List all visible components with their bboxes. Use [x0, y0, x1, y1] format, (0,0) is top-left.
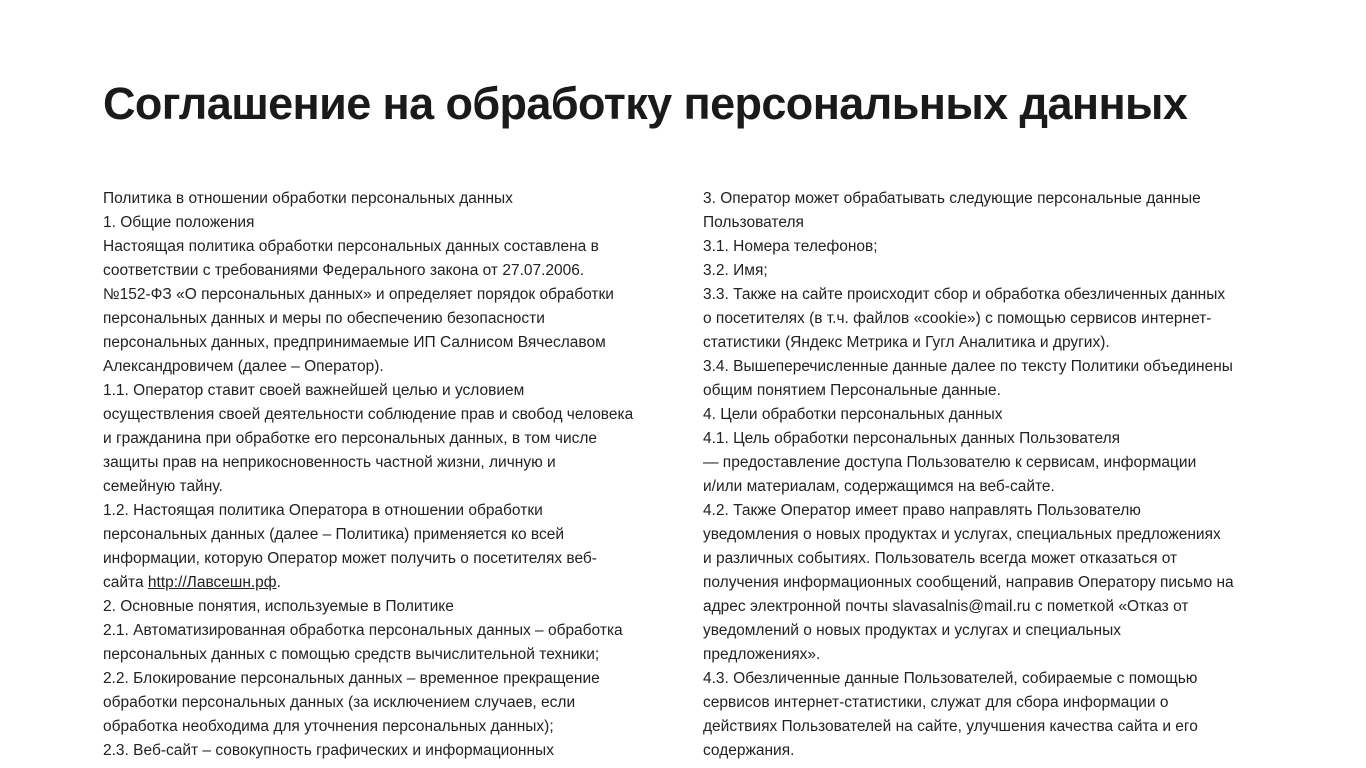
policy-text-line: и гражданина при обработке его персональных данных, в том числе — [103, 430, 598, 447]
policy-text-line: 4. Цели обработки персональных данных — [703, 406, 1003, 423]
policy-text-line: 1.2. Настоящая политика Оператора в отношении обработки — [103, 502, 543, 519]
policy-text-line: 1.1. Оператор ставит своей важнейшей целью и условием — [103, 382, 525, 399]
policy-text-line: Пользователя — [703, 214, 804, 231]
policy-text-line: 4.3. Обезличенные данные Пользователей, собираемые с помощью — [703, 670, 1198, 687]
policy-text-line: предложениях». — [703, 646, 821, 663]
website-link[interactable]: http://Лавсешн.рф — [147, 574, 277, 591]
page-title: Соглашение на обработку персональных данных — [103, 78, 1188, 129]
policy-text-line: 2.1. Автоматизированная обработка персональных данных – обработка — [103, 622, 623, 639]
policy-text-line: осуществления своей деятельности соблюдение прав и свобод человека — [103, 406, 634, 423]
policy-text-line: адрес электронной почты slavasalnis@mail.ru с пометкой «Отказ от — [703, 598, 1189, 615]
policy-text-line: защиты прав на неприкосновенность частной жизни, личную и — [103, 454, 556, 471]
policy-text-line: персональных данных, предпринимаемые ИП Салнисом Вячеславом — [103, 334, 606, 351]
policy-text-line: 4.2. Также Оператор имеет право направлять Пользователю — [703, 502, 1141, 519]
policy-text-line: сервисов интернет-статистики, служат для сбора информации о — [703, 694, 1169, 711]
policy-text-line: о посетителях (в т.ч. файлов «cookie») с помощью сервисов интернет- — [703, 310, 1212, 327]
policy-text-line: персональных данных с помощью средств вычислительной техники; — [103, 646, 600, 663]
policy-text-line: Политика в отношении обработки персональных данных — [103, 190, 513, 207]
policy-text-line: уведомления о новых продуктах и услугах, специальных предложениях — [703, 526, 1221, 543]
policy-text-line: уведомлений о новых продуктах и услугах и специальных — [703, 622, 1121, 639]
policy-text-line: общим понятием Персональные данные. — [703, 382, 1001, 399]
policy-text-line: обработка необходима для уточнения персональных данных); — [103, 718, 554, 735]
policy-text-line: и различных событиях. Пользователь всегда может отказаться от — [703, 550, 1178, 567]
policy-text-line: 2.2. Блокирование персональных данных – временное прекращение — [103, 670, 600, 687]
policy-text-line: статистики (Яндекс Метрика и Гугл Аналитика и других). — [703, 334, 1110, 351]
policy-text-line: 2. Основные понятия, используемые в Политике — [103, 598, 454, 615]
policy-text-line — [103, 571, 663, 595]
policy-text-line: 2.3. Веб-сайт – совокупность графических и информационных — [103, 742, 554, 759]
policy-text-line: 3. Оператор может обрабатывать следующие персональные данные — [703, 190, 1201, 207]
policy-text-line: персональных данных и меры по обеспечению безопасности — [103, 310, 545, 327]
policy-text-line: обработки персональных данных (за исключением случаев, если — [103, 694, 576, 711]
policy-text-line: и/или материалам, содержащимся на веб-сайте. — [703, 478, 1055, 495]
policy-text-line: Александровичем (далее – Оператор). — [103, 358, 384, 375]
policy-text-line: информации, которую Оператор может получить о посетителях веб- — [103, 550, 597, 567]
policy-text-line: содержания. — [703, 742, 795, 759]
policy-text-fragment: сайта — [103, 574, 148, 591]
policy-text-line: 1. Общие положения — [103, 214, 255, 231]
policy-text-line: Настоящая политика обработки персональных данных составлена в — [103, 238, 599, 255]
policy-text-line: №152-ФЗ «О персональных данных» и определяет порядок обработки — [103, 286, 614, 303]
policy-text-left-column — [103, 187, 663, 763]
policy-text-line: соответствии с требованиями Федерального закона от 27.07.2006. — [103, 262, 585, 279]
policy-text-line: 4.1. Цель обработки персональных данных Пользователя — [703, 430, 1121, 447]
policy-text-line: получения информационных сообщений, направив Оператору письмо на — [703, 574, 1234, 591]
policy-text-line: 3.2. Имя; — [703, 262, 768, 279]
policy-text-line: 3.4. Вышеперечисленные данные далее по тексту Политики объединены — [703, 358, 1233, 375]
policy-text-fragment: . — [276, 574, 281, 591]
policy-text-line: семейную тайну. — [103, 478, 223, 495]
policy-text-right-column — [703, 187, 1263, 763]
policy-text-line: персональных данных (далее – Политика) применяется ко всей — [103, 526, 565, 543]
policy-text-line: — предоставление доступа Пользователю к сервисам, информации — [703, 454, 1197, 471]
policy-text-line: 3.1. Номера телефонов; — [703, 238, 878, 255]
policy-text-line: 3.3. Также на сайте происходит сбор и обработка обезличенных данных — [703, 286, 1226, 303]
policy-text-line: действиях Пользователей на сайте, улучшения качества сайта и его — [703, 718, 1198, 735]
